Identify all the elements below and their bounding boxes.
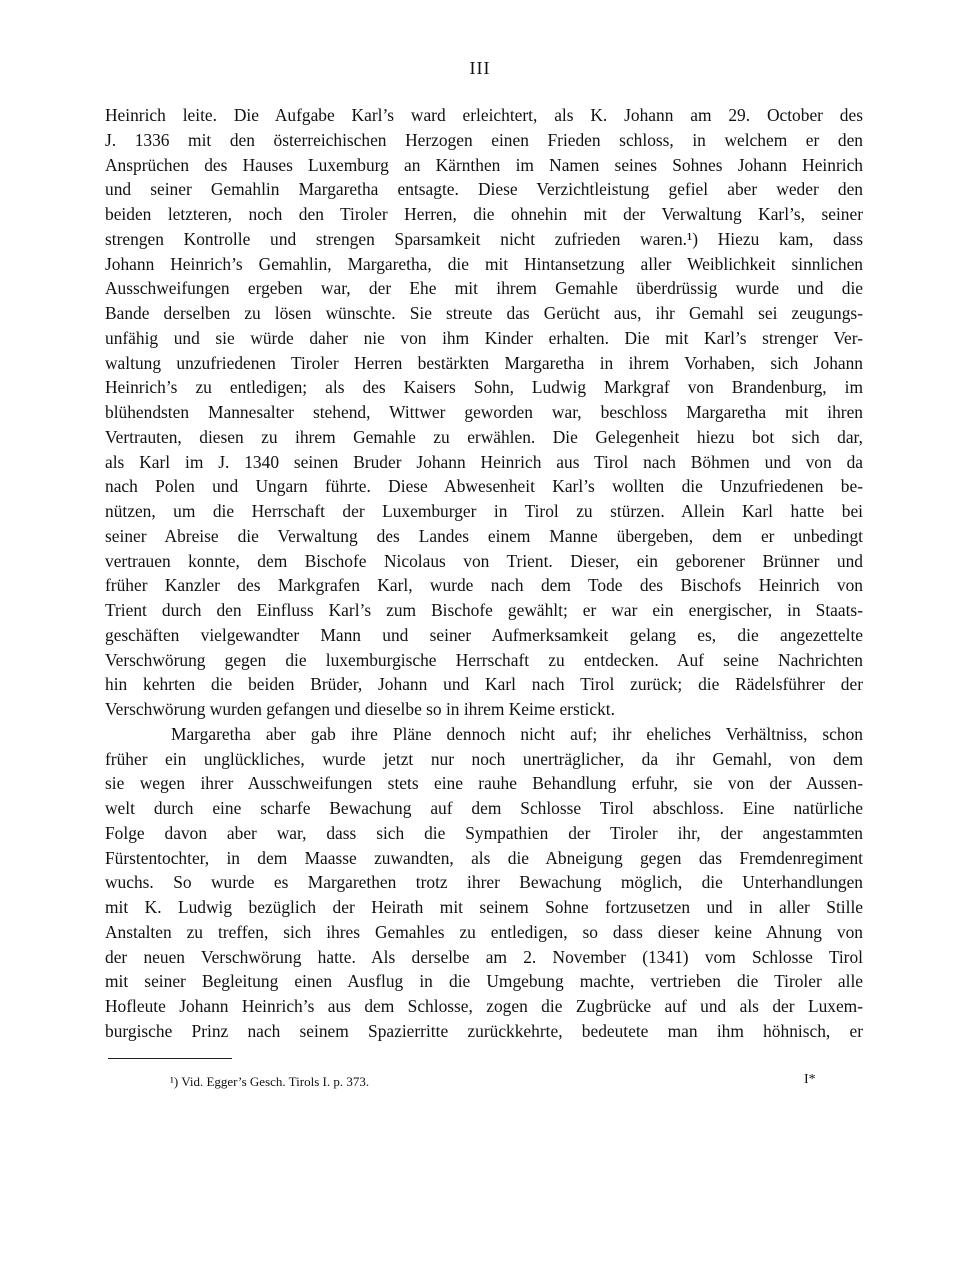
text-line: J. 1336 mit den österreichischen Herzogen einen Frieden schloss, in welchem er den [105,129,863,150]
text-line: und seiner Gemahlin Margaretha entsagte. Diese Verzichtleistung gefiel aber weder den [105,179,863,200]
text-line: hin kehrten die beiden Brüder, Johann und Karl nach Tirol zurück; die Rädelsführer der [105,674,863,695]
text-line: Verschwörung wurden gefangen und dieselbe so in ihrem Keime erstickt. [105,699,615,719]
footnote-rule [108,1058,232,1059]
text-line: Hofleute Johann Heinrich’s aus dem Schlosse, zogen die Zugbrücke auf und als der Luxem- [105,996,863,1016]
text-line: Verschwörung gegen die luxemburgische Herrschaft zu entdecken. Auf seine Nachrichten [105,649,863,670]
text-line: geschäften vielgewandter Mann und seiner Aufmerksamkeit gelang es, die angezettelte [105,624,863,645]
text-line: beiden letzteren, noch den Tiroler Herren, die ohnehin mit der Verwaltung Karl’s, seiner [105,204,863,224]
text-line: Vertrauten, diesen zu ihrem Gemahle zu erwählen. Die Gelegenheit hiezu bot sich dar, [105,426,863,447]
text-line: Heinrich leite. Die Aufgabe Karl’s ward erleichtert, als K. Johann am 29. October des [105,105,863,125]
text-line: nützen, um die Herrschaft der Luxemburger in Tirol zu stürzen. Allein Karl hatte bei [105,501,863,521]
text-line: Folge davon aber war, dass sich die Sympathien der Tiroler ihr, der angestammten [105,822,863,843]
text-line: Johann Heinrich’s Gemahlin, Margaretha, die mit Hintansetzung aller Weiblichkeit sinnlichen [105,253,863,274]
text-line: blühendsten Mannesalter stehend, Wittwer geworden war, beschloss Margaretha mit ihren [105,402,863,422]
text-line: welt durch eine scharfe Bewachung auf dem Schlosse Tirol abschloss. Eine natürliche [105,798,863,818]
text-line: Trient durch den Einfluss Karl’s zum Bischofe gewählt; er war ein energischer, in Staats- [105,600,863,620]
text-line: mit seiner Begleitung einen Ausflug in die Umgebung machte, vertrieben die Tiroler alle [105,971,863,992]
text-line: sie wegen ihrer Ausschweifungen stets eine rauhe Behandlung erfuhr, sie von der Aussen- [105,773,863,794]
text-line: früher Kanzler des Markgrafen Karl, wurde nach dem Tode des Bischofs Heinrich von [105,575,863,596]
text-line: Fürstentochter, in dem Maasse zuwandten, als die Abneigung gegen das Fremdenregiment [105,847,863,868]
text-line: mit K. Ludwig bezüglich der Heirath mit seinem Sohne fortzusetzen und in aller Stille [105,897,863,917]
text-line: seiner Abreise die Verwaltung des Landes einem Manne übergeben, dem er unbedingt [105,525,863,546]
text-line: unfähig und sie würde daher nie von ihm Kinder erhalten. Die mit Karl’s strenger Ver- [105,327,863,348]
text-line: Ansprüchen des Hauses Luxemburg an Kärnthen im Namen seines Sohnes Johann Heinrich [105,154,863,175]
text-line: der neuen Verschwörung hatte. Als derselbe am 2. November (1341) vom Schlosse Tirol [105,946,863,967]
text-line: früher ein unglückliches, wurde jetzt nur noch unerträglicher, da ihr Gemahl, von dem [105,748,863,769]
printer-signature-mark: I* [804,1072,816,1087]
text-line: strengen Kontrolle und strengen Sparsamkeit nicht zufrieden waren.¹) Hiezu kam, dass [105,228,863,249]
text-line: wuchs. So wurde es Margarethen trotz ihrer Bewachung möglich, die Unterhandlungen [105,872,863,893]
text-line: Anstalten zu treffen, sich ihres Gemahles zu entledigen, so dass dieser keine Ahnung von [105,921,863,942]
text-line: Margaretha aber gab ihre Pläne dennoch nicht auf; ihr eheliches Verhältniss, schon [171,723,863,744]
text-line: nach Polen und Ungarn führte. Diese Abwesenheit Karl’s wollten die Unzufriedenen be- [105,476,863,497]
text-line: Bande derselben zu lösen wünschte. Sie streute das Gerücht aus, ihr Gemahl sei zeugungs- [105,303,863,323]
text-line: als Karl im J. 1340 seinen Bruder Johann Heinrich aus Tirol nach Böhmen und von da [105,451,863,472]
text-line: vertrauen konnte, dem Bischofe Nicolaus von Trient. Dieser, ein geborener Brünner und [105,550,863,571]
text-line: burgische Prinz nach seinem Spazierritte zurückkehrte, bedeutete man ihm höhnisch, er [105,1020,863,1041]
footnote: ¹) Vid. Egger’s Gesch. Tirols I. p. 373. [170,1074,370,1089]
body-text [105,103,863,1044]
text-line: Heinrich’s zu entledigen; als des Kaisers Sohn, Ludwig Markgraf von Brandenburg, im [105,377,863,398]
text-line: waltung unzufriedenen Tiroler Herren bestärkten Margaretha in ihrem Vorhaben, sich Johann [105,352,863,373]
page-number: III [469,58,491,78]
text-line: Ausschweifungen ergeben war, der Ehe mit ihrem Gemahle überdrüssig wurde und die [105,278,863,299]
